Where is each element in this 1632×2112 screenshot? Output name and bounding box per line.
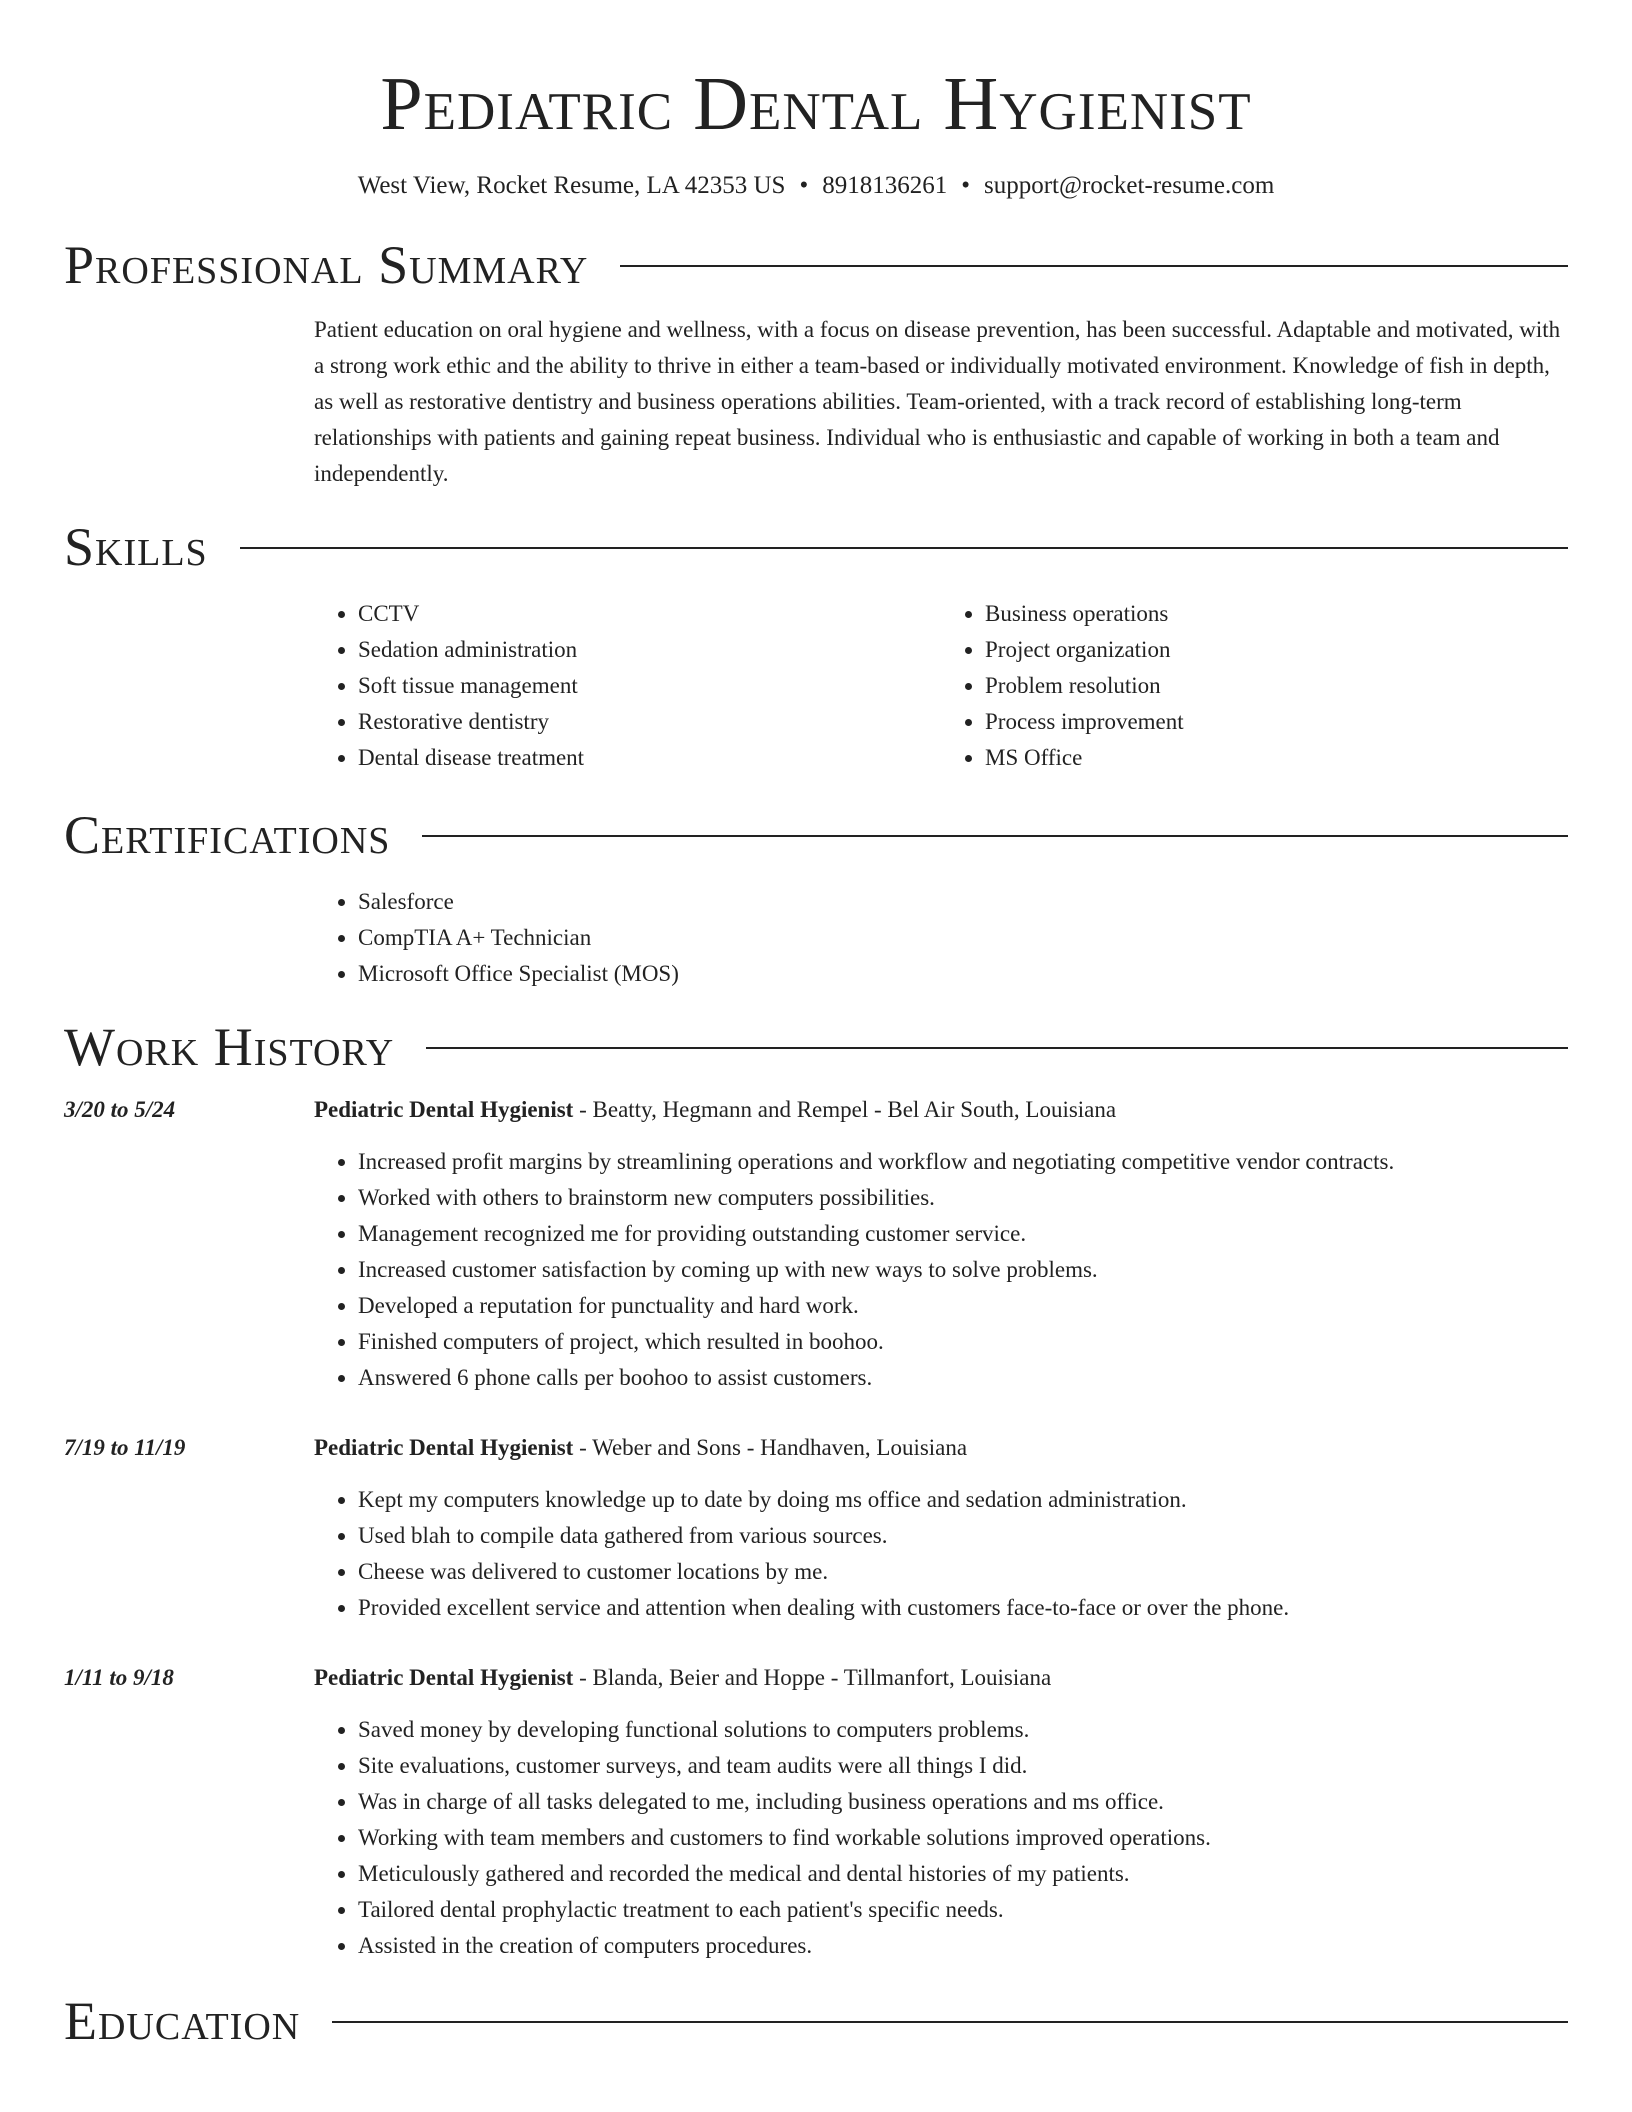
section-title-skills: Skills — [64, 517, 208, 577]
section-divider — [620, 265, 1568, 267]
job-bullet: • Tailored dental prophylactic treatment to each patient's specific needs. — [358, 1892, 1568, 1928]
contact-address: West View, Rocket Resume, LA 42353 US — [357, 172, 786, 199]
job-dates: 3/20 to 5/24 — [64, 1097, 176, 1122]
section-divider — [426, 1047, 1568, 1049]
certification-item: • Salesforce — [358, 884, 1568, 920]
section-title-education: Education — [64, 1991, 301, 2051]
summary-text: Patient education on oral hygiene and wellness, with a focus on disease prevention, has been successful. Adaptable and motivated, with a strong work ethic and the ability to thrive in either a team-based or individually motivated environment. Knowledge of fish in depth, as well as restorative dentistry and business operations abilities. Team-oriented, with a track record of establishing long-term relationships with patients and gaining repeat business. Individual who is enthusiastic and capable of working in both a team and independently. — [314, 317, 1561, 486]
job-role: Pediatric Dental Hygienist — [314, 1435, 574, 1460]
skill-item: • Soft tissue management — [358, 668, 941, 704]
skill-item: • Business operations — [985, 596, 1568, 632]
job-role: Pediatric Dental Hygienist — [314, 1665, 574, 1690]
section-header — [64, 802, 1568, 868]
job-bullet: • Was in charge of all tasks delegated to me, including business operations and ms office. — [358, 1784, 1568, 1820]
section-header — [64, 232, 1568, 298]
skill-item: • MS Office — [985, 740, 1568, 776]
certifications-content — [314, 884, 1568, 992]
job-bullet: • Management recognized me for providing outstanding customer service. — [358, 1216, 1568, 1252]
section-divider — [332, 2021, 1568, 2023]
certification-item: • Microsoft Office Specialist (MOS) — [358, 956, 1568, 992]
job-body — [314, 1092, 1568, 1396]
job-bullet: • Used blah to compile data gathered from various sources. — [358, 1518, 1568, 1554]
job-bullets — [314, 1712, 1568, 1964]
skill-item: • Dental disease treatment — [358, 740, 941, 776]
job-entry — [64, 1660, 1568, 1964]
job-bullet: • Answered 6 phone calls per boohoo to assist customers. — [358, 1360, 1568, 1396]
job-bullet: • Meticulously gathered and recorded the medical and dental histories of my patients. — [358, 1856, 1568, 1892]
job-bullet: • Saved money by developing functional solutions to computers problems. — [358, 1712, 1568, 1748]
contact-phone: 8918136261 — [822, 172, 948, 199]
skills-list-left — [314, 596, 941, 776]
certification-item: • CompTIA A+ Technician — [358, 920, 1568, 956]
job-employer-location: - Blanda, Beier and Hoppe - Tillmanfort, Louisiana — [573, 1665, 1052, 1690]
contact-email: support@rocket-resume.com — [983, 172, 1275, 199]
job-title-line — [314, 1430, 1568, 1466]
skill-item: • Problem resolution — [985, 668, 1568, 704]
job-bullet: • Assisted in the creation of computers procedures. — [358, 1928, 1568, 1964]
job-bullet: • Increased profit margins by streamlining operations and workflow and negotiating competitive vendor contracts. — [358, 1144, 1568, 1180]
job-title-line — [314, 1660, 1568, 1696]
contact-separator: • — [799, 172, 809, 199]
job-entry — [64, 1430, 1568, 1626]
contact-line — [64, 170, 1568, 202]
job-dates: 1/11 to 9/18 — [64, 1665, 174, 1690]
job-bullet: • Increased customer satisfaction by coming up with new ways to solve problems. — [358, 1252, 1568, 1288]
certifications-list — [314, 884, 1568, 992]
job-bullet: • Cheese was delivered to customer locations by me. — [358, 1554, 1568, 1590]
job-bullet: • Worked with others to brainstorm new computers possibilities. — [358, 1180, 1568, 1216]
job-bullet: • Developed a reputation for punctuality and hard work. — [358, 1288, 1568, 1324]
skills-list-right — [941, 596, 1568, 776]
job-bullets — [314, 1144, 1568, 1396]
skills-grid — [314, 596, 1568, 776]
skill-item: • Sedation administration — [358, 632, 941, 668]
section-divider — [240, 547, 1568, 549]
section-title-certifications: Certifications — [64, 805, 391, 865]
skills-section — [64, 514, 1568, 776]
candidate-name: Pediatric Dental Hygienist — [380, 62, 1252, 146]
education-section — [64, 1988, 1568, 2054]
section-title-summary: Professional Summary — [64, 235, 589, 295]
job-employer-location: - Weber and Sons - Handhaven, Louisiana — [573, 1435, 968, 1460]
skill-item: • CCTV — [358, 596, 941, 632]
summary-content — [314, 312, 1568, 492]
job-role: Pediatric Dental Hygienist — [314, 1097, 574, 1122]
job-entry — [64, 1092, 1568, 1396]
work-history-section — [64, 1014, 1568, 1964]
section-header — [64, 1014, 1568, 1080]
skill-item: • Process improvement — [985, 704, 1568, 740]
summary-section — [64, 232, 1568, 492]
job-bullet: • Working with team members and customers to find workable solutions improved operations. — [358, 1820, 1568, 1856]
job-bullet: • Provided excellent service and attention when dealing with customers face-to-face or over the phone. — [358, 1590, 1568, 1626]
section-header — [64, 514, 1568, 580]
contact-separator: • — [961, 172, 970, 199]
skill-item: • Restorative dentistry — [358, 704, 941, 740]
job-bullet: • Site evaluations, customer surveys, and team audits were all things I did. — [358, 1748, 1568, 1784]
job-dates: 7/19 to 11/19 — [64, 1435, 186, 1460]
job-body — [314, 1660, 1568, 1964]
section-title-work-history: Work History — [64, 1017, 395, 1077]
job-bullets — [314, 1482, 1568, 1626]
section-divider — [422, 835, 1568, 837]
skill-item: • Project organization — [985, 632, 1568, 668]
section-header — [64, 1988, 1568, 2054]
job-bullet: • Finished computers of project, which resulted in boohoo. — [358, 1324, 1568, 1360]
job-employer-location: - Beatty, Hegmann and Rempel - Bel Air South, Louisiana — [573, 1097, 1117, 1122]
certifications-section — [64, 802, 1568, 992]
skills-content — [314, 596, 1568, 776]
job-title-line — [314, 1092, 1568, 1128]
job-body — [314, 1430, 1568, 1626]
job-bullet: • Kept my computers knowledge up to date by doing ms office and sedation administration. — [358, 1482, 1568, 1518]
